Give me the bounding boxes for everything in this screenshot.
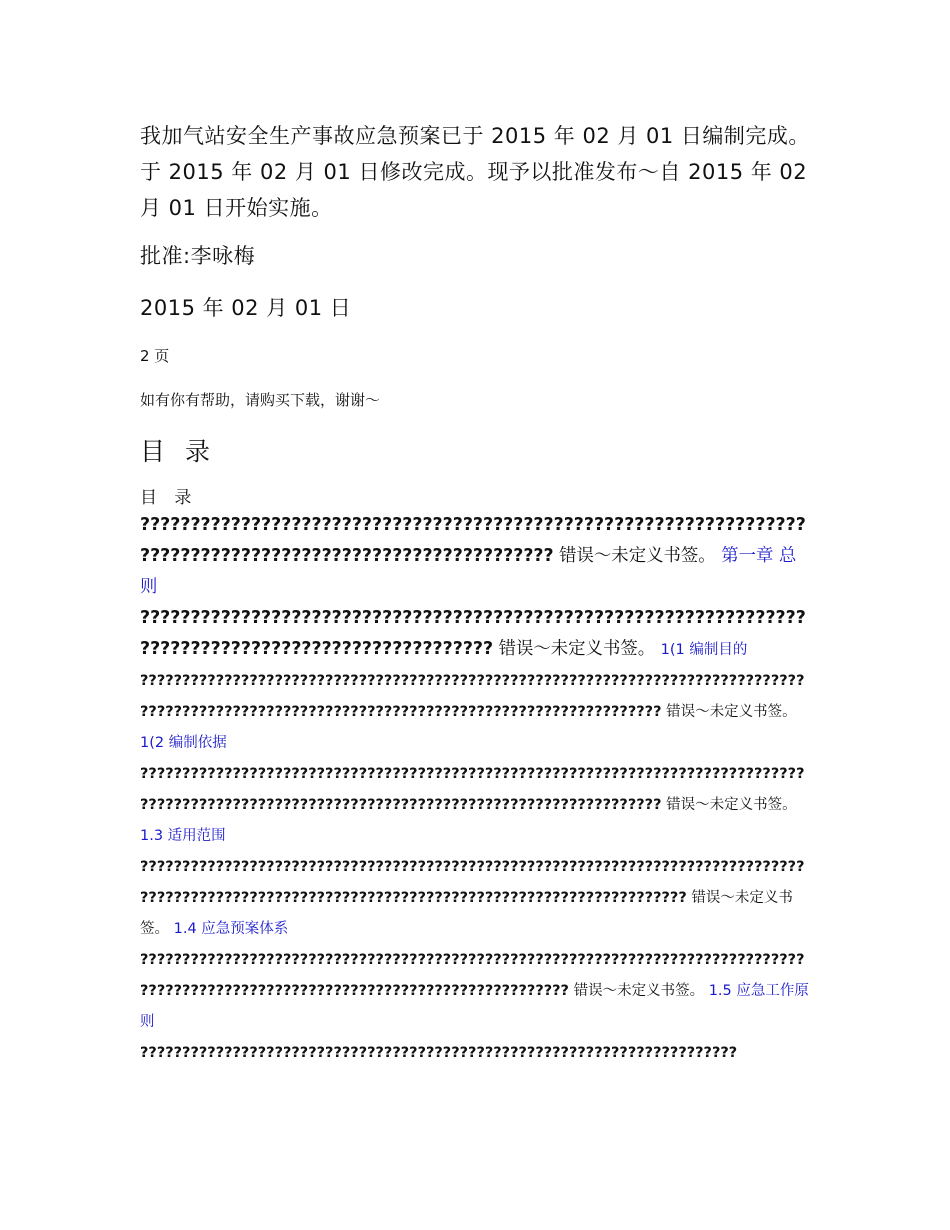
- toc-entry: [140, 1038, 810, 1069]
- page-count: 2 页: [140, 347, 170, 365]
- toc-leader-dots: ???????????????????????????????????????????????????????????????????????????????????????????????????????????: [140, 515, 806, 566]
- toc-leader-dots: ???????????????????????????????????????????????????????????????????????: [140, 1045, 738, 1061]
- toc-leader-dots: ?????????????????????????????????????????????????????????????????????????????????????????????????????: [140, 608, 806, 659]
- document-page: [140, 118, 810, 1069]
- table-of-contents: [140, 510, 810, 1069]
- toc-entry: [140, 510, 810, 603]
- approval-line: 批准:李咏梅: [140, 244, 256, 268]
- intro-paragraph: 我加气站安全生产事故应急预案已于 2015 年 02 月 01 日编制完成。于 2015 年 02 月 01 日修改完成。现予以批准发布～自 2015 年 02 月 01 日开始实施。: [140, 124, 810, 220]
- toc-error-text: 错误～未定义书签。: [661, 704, 797, 720]
- toc-entry: [140, 666, 810, 759]
- toc-link-chapter-1[interactable]: 第一章 总则: [140, 546, 797, 597]
- toc-entry: [140, 852, 810, 945]
- thanks-note: 如有你有帮助，请购买下载，谢谢～: [140, 391, 381, 409]
- toc-error-text: 错误～未定义书签。: [493, 639, 661, 659]
- toc-entry: [140, 759, 810, 852]
- toc-link-1-2[interactable]: 1(2 编制依据: [140, 735, 227, 751]
- toc-link-1-1[interactable]: 1(1 编制目的: [660, 642, 748, 658]
- toc-leader-dots: ?????????????????????????????????????????????????????????????????????????????????????????????????????????????????????????????????????????????: [140, 766, 805, 813]
- toc-entry: [140, 945, 810, 1038]
- toc-leader-dots: ?????????????????????????????????????????????????????????????????????????????????????????????????????????????????????????????????????????????: [140, 673, 805, 720]
- approval-date: 2015 年 02 月 01 日: [140, 296, 352, 320]
- toc-error-text: 错误～未定义书签。: [661, 797, 797, 813]
- toc-link-1-4[interactable]: 1.4 应急预案体系: [173, 921, 289, 937]
- toc-error-text: 错误～未定义书签。: [568, 983, 709, 999]
- toc-error-text: 错误～未定义书签。: [553, 546, 722, 566]
- toc-leader-dots: ??????????????????????????????????????????????????????????????????????????????????????????????????????????????????????????????????: [140, 952, 805, 999]
- toc-subheading: 目 录: [140, 488, 198, 508]
- toc-heading: 目 录: [140, 437, 216, 466]
- toc-entry: [140, 603, 810, 666]
- toc-link-1-5[interactable]: 1.5 应急工作原则: [140, 983, 809, 1030]
- toc-link-1-3[interactable]: 1.3 适用范围: [140, 828, 226, 844]
- toc-error-text: 错误～未定义书签。: [140, 890, 793, 937]
- toc-leader-dots: ????????????????????????????????????????????????????????????????????????????????????????????????????????????????????????????????????????????????: [140, 859, 805, 906]
